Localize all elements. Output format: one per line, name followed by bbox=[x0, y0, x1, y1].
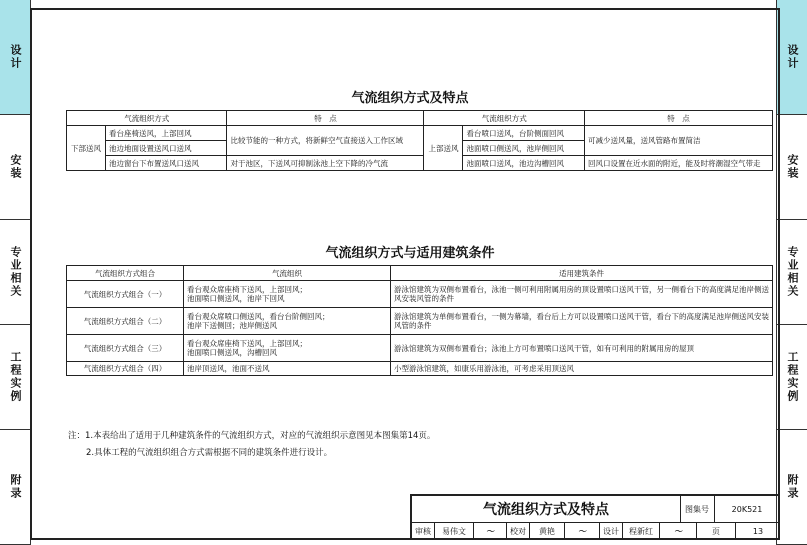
checker-name: 黄艳 bbox=[530, 522, 565, 540]
combination-cell: 气流组织方式组合（四） bbox=[67, 362, 184, 376]
table-header-row bbox=[67, 266, 773, 281]
tab-label: 设计 bbox=[786, 44, 799, 70]
characteristics-table bbox=[66, 110, 773, 171]
method-cell: 看台座椅送风，上部回风 bbox=[106, 126, 227, 141]
organization-cell: 看台观众席喷口侧送风，看台台阶侧回风； 池岸下送侧回；池岸侧送风 bbox=[184, 308, 391, 335]
tab-cases[interactable] bbox=[0, 325, 30, 430]
tab-install[interactable] bbox=[0, 115, 30, 220]
combination-cell: 气流组织方式组合（三） bbox=[67, 335, 184, 362]
header-method: 气流组织方式 bbox=[424, 111, 584, 126]
tab-label: 工程实例 bbox=[9, 351, 22, 403]
method-cell: 池面喷口侧送风，池岸侧回风 bbox=[463, 141, 584, 156]
signature-row bbox=[412, 522, 780, 540]
header-feature: 特 点 bbox=[227, 111, 424, 126]
organization-cell: 池岸顶送风，池面不送风 bbox=[184, 362, 391, 376]
conditions-table bbox=[66, 265, 773, 376]
left-tab-strip bbox=[0, 0, 31, 545]
notes bbox=[68, 428, 435, 462]
checker-signature: 〜 bbox=[565, 522, 600, 540]
review-label: 审核 bbox=[412, 522, 435, 540]
header-organization: 气流组织 bbox=[184, 266, 391, 281]
designer-signature: 〜 bbox=[660, 522, 697, 540]
tab-label: 设计 bbox=[9, 44, 22, 70]
header-combination: 气流组织方式组合 bbox=[67, 266, 184, 281]
group-top-supply: 上部送风 bbox=[424, 126, 463, 171]
header-conditions: 适用建筑条件 bbox=[391, 266, 773, 281]
check-label: 校对 bbox=[507, 522, 530, 540]
conditions-cell: 游泳馆建筑为单侧布置看台，一侧为幕墙，看台后上方可以设置喷口送风干管，看台下的高度满足池岸侧送风安装风管的条件 bbox=[391, 308, 773, 335]
tab-install-right[interactable] bbox=[777, 115, 807, 220]
table-row bbox=[67, 308, 773, 335]
page-number: 13 bbox=[752, 526, 764, 536]
tab-label: 专业相关 bbox=[786, 246, 799, 298]
atlas-label: 图集号 bbox=[680, 496, 715, 523]
header-feature: 特 点 bbox=[584, 111, 772, 126]
table-row bbox=[67, 281, 773, 308]
organization-cell: 看台观众席座椅下送风，上部回风； 池面喷口侧送风，池岸下回风 bbox=[184, 281, 391, 308]
design-label: 设计 bbox=[600, 522, 623, 540]
tab-cases-right[interactable] bbox=[777, 325, 807, 430]
table-row bbox=[67, 362, 773, 376]
section2-title: 气流组织方式与适用建筑条件 bbox=[325, 246, 495, 261]
tab-label: 附录 bbox=[786, 474, 799, 500]
conditions-cell: 游泳馆建筑为双侧布置看台，泳池一侧可利用附属用房的顶设置喷口送风干管，另一侧看台下的高度满足池岸侧送风安装风管的条件 bbox=[391, 281, 773, 308]
tab-label: 专业相关 bbox=[9, 246, 22, 298]
reviewer-signature: 〜 bbox=[474, 522, 507, 540]
method-cell: 看台喷口送风，台阶侧面回风 bbox=[463, 126, 584, 141]
tab-appendix-right[interactable] bbox=[777, 430, 807, 545]
table-header-row bbox=[67, 111, 773, 126]
title-block bbox=[410, 494, 780, 540]
right-tab-strip bbox=[776, 0, 807, 545]
feature-cell: 比较节能的一种方式，将新鲜空气直接送入工作区域 bbox=[227, 126, 424, 156]
table-row bbox=[67, 126, 773, 141]
page-label: 页 bbox=[697, 522, 736, 540]
tab-label: 附录 bbox=[9, 474, 22, 500]
method-cell: 池边窗台下布置送风口送风 bbox=[106, 156, 227, 171]
tab-label: 工程实例 bbox=[786, 351, 799, 403]
method-cell: 池边地面设置送风口送风 bbox=[106, 141, 227, 156]
group-bottom-supply: 下部送风 bbox=[67, 126, 106, 171]
feature-cell: 对于池区，下送风可抑制泳池上空下降的冷气流 bbox=[227, 156, 424, 171]
feature-cell: 可减少送风量，送风管路布置简洁 bbox=[584, 126, 772, 156]
designer-name: 程新红 bbox=[623, 522, 660, 540]
tab-label: 安装 bbox=[786, 154, 799, 180]
tab-label: 安装 bbox=[9, 154, 22, 180]
method-cell: 池面喷口送风，池边沟槽回风 bbox=[463, 156, 584, 171]
note-2: 2.具体工程的气流组织组合方式需根据不同的建筑条件进行设计。 bbox=[86, 448, 333, 458]
tab-design[interactable] bbox=[0, 0, 30, 115]
conditions-cell: 游泳馆建筑为双侧布置看台；泳池上方可布置喷口送风干管，如有可利用的附属用房的屋顶 bbox=[391, 335, 773, 362]
tab-related[interactable] bbox=[0, 220, 30, 325]
atlas-number: 20K521 bbox=[714, 496, 780, 523]
tab-design-right[interactable] bbox=[777, 0, 807, 115]
section1-title: 气流组织方式及特点 bbox=[351, 91, 469, 106]
tab-related-right[interactable] bbox=[777, 220, 807, 325]
header-method: 气流组织方式 bbox=[67, 111, 227, 126]
tab-appendix[interactable] bbox=[0, 430, 30, 545]
reviewer-name: 易伟文 bbox=[435, 522, 474, 540]
feature-cell: 回风口设置在近水面的附近，能及时将潮湿空气带走 bbox=[584, 156, 772, 171]
combination-cell: 气流组织方式组合（二） bbox=[67, 308, 184, 335]
title-block-title: 气流组织方式及特点 bbox=[412, 496, 681, 523]
table-row bbox=[67, 156, 773, 171]
combination-cell: 气流组织方式组合（一） bbox=[67, 281, 184, 308]
note-1: 注：1.本表给出了适用于几种建筑条件的气流组织方式，对应的气流组织示意图见本图集第14页。 bbox=[68, 431, 436, 441]
organization-cell: 看台观众席座椅下送风，上部回风； 池面喷口侧送风，沟槽回风 bbox=[184, 335, 391, 362]
conditions-cell: 小型游泳馆建筑，如康乐用游泳池，可考虑采用顶送风 bbox=[391, 362, 773, 376]
table-row bbox=[67, 335, 773, 362]
